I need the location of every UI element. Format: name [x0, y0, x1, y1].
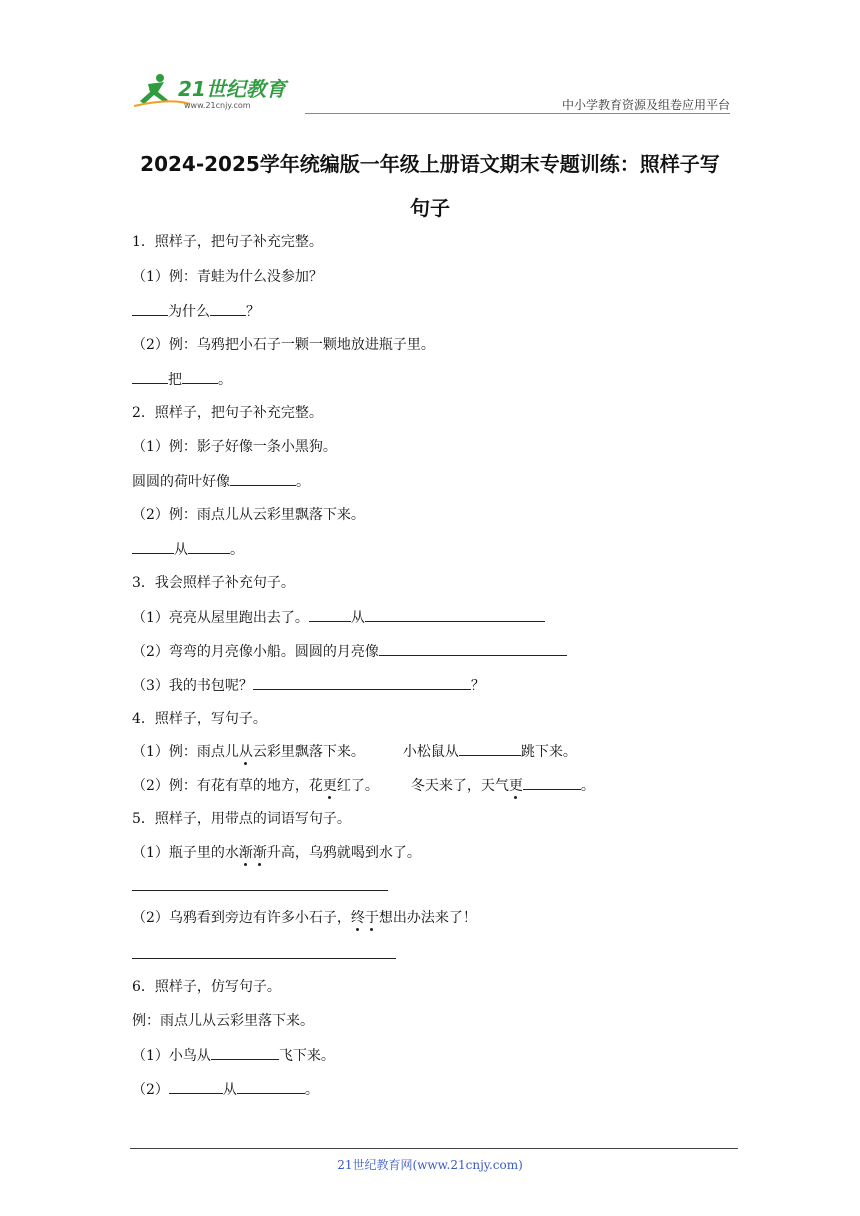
- q5-s1-answer-line[interactable]: [132, 890, 388, 891]
- blank[interactable]: [309, 607, 351, 622]
- q3-s3: [132, 675, 485, 696]
- text: （2）例：有花有草的地方，花: [132, 778, 323, 794]
- text: （3）我的书包呢？: [132, 678, 253, 694]
- q4-prompt: 4．照样子，写句子。: [132, 711, 267, 727]
- q5-s1: [132, 843, 421, 863]
- q1-s1-fill: [132, 301, 260, 322]
- footer-divider: [130, 1148, 738, 1149]
- blank[interactable]: [132, 369, 168, 384]
- footer-text[interactable]: 21世纪教育网(www.21cnjy.com): [337, 1158, 523, 1172]
- logo-text: 21世纪教育: [178, 77, 286, 101]
- text: ？: [470, 678, 485, 694]
- blank[interactable]: [182, 369, 218, 384]
- q6-example: 例：雨点儿从云彩里落下来。: [132, 1013, 314, 1029]
- dotted-char: 渐: [238, 845, 253, 861]
- q1-s2-fill: [132, 369, 232, 390]
- blank[interactable]: [459, 741, 521, 756]
- dotted-char: 渐: [252, 845, 267, 861]
- q2-s1-fill: [132, 471, 310, 492]
- dotted-char: 更: [322, 778, 337, 794]
- q6-s1: [132, 1045, 335, 1066]
- q3-s2: [132, 641, 567, 662]
- text: 想出办法来了！: [378, 910, 477, 926]
- text: 。: [230, 542, 244, 558]
- blank[interactable]: [132, 539, 174, 554]
- text: 红了。: [336, 778, 379, 794]
- blank[interactable]: [169, 1079, 223, 1094]
- text: 。: [304, 1082, 319, 1098]
- blank[interactable]: [379, 641, 567, 656]
- text: 云彩里飘落下来。: [252, 744, 365, 760]
- blank[interactable]: [132, 301, 168, 316]
- q6-s2: [132, 1079, 319, 1100]
- q3-prompt: 3．我会照样子补充句子。: [132, 575, 295, 591]
- text: 小松鼠从: [402, 744, 459, 760]
- q5-s2: [132, 908, 477, 928]
- header-platform-text: 中小学教育资源及组卷应用平台: [561, 98, 730, 112]
- blank[interactable]: [523, 775, 581, 790]
- text: 冬天来了，天气: [410, 778, 509, 794]
- blank[interactable]: [188, 539, 230, 554]
- text: 跳下来。: [520, 744, 577, 760]
- text: 为什么: [168, 304, 210, 320]
- dotted-char: 终: [350, 910, 365, 926]
- page-title-line1: 2024-2025学年统编版一年级上册语文期末专题训练：照样子写: [140, 152, 720, 176]
- q3-s1: [132, 607, 545, 628]
- q1-s2-example: （2）例：乌鸦把小石子一颗一颗地放进瓶子里。: [132, 337, 435, 353]
- header-divider: [305, 113, 730, 114]
- text: 。: [580, 778, 595, 794]
- text: 。: [218, 372, 232, 388]
- q4-s1: [132, 741, 577, 762]
- text: 从: [222, 1082, 237, 1098]
- text: 。: [296, 474, 310, 490]
- logo-subtext: www.21cnjy.com: [184, 101, 251, 110]
- text: 从: [350, 610, 365, 626]
- text: 升高，乌鸦就喝到水了。: [266, 845, 421, 861]
- text: （1）小鸟从: [132, 1048, 211, 1064]
- text: （2）弯弯的月亮像小船。圆圆的月亮像: [132, 644, 379, 660]
- q5-s2-answer-line[interactable]: [132, 958, 396, 959]
- dotted-char: 更: [508, 778, 523, 794]
- dotted-char: 于: [364, 910, 379, 926]
- text: ？: [246, 304, 260, 320]
- blank[interactable]: [237, 1079, 305, 1094]
- q2-s2-example: （2）例：雨点儿从云彩里飘落下来。: [132, 507, 365, 523]
- text: 圆圆的荷叶好像: [132, 474, 230, 490]
- q4-s2: [132, 775, 595, 796]
- blank[interactable]: [253, 675, 471, 690]
- q1-s1-example: （1）例：青蛙为什么没参加？: [132, 269, 323, 285]
- q2-s2-fill: [132, 539, 244, 560]
- text: （1）例：雨点儿: [132, 744, 239, 760]
- logo: [130, 68, 300, 112]
- text: 飞下来。: [278, 1048, 335, 1064]
- q2-prompt: 2．照样子，把句子补充完整。: [132, 405, 323, 421]
- page-title-line2: 句子: [410, 196, 450, 220]
- text: 从: [174, 542, 188, 558]
- q1-prompt: 1．照样子，把句子补充完整。: [132, 234, 323, 250]
- text: （1）亮亮从屋里跑出去了。: [132, 610, 309, 626]
- text: （2）乌鸦看到旁边有许多小石子，: [132, 910, 351, 926]
- blank[interactable]: [211, 1045, 279, 1060]
- q2-s1-example: （1）例：影子好像一条小黑狗。: [132, 439, 337, 455]
- text: （1）瓶子里的水: [132, 845, 239, 861]
- text: （2）: [132, 1082, 169, 1098]
- blank[interactable]: [210, 301, 246, 316]
- q5-prompt: 5．照样子，用带点的词语写句子。: [132, 811, 351, 827]
- page-header: [130, 68, 730, 112]
- blank[interactable]: [230, 471, 296, 486]
- q6-prompt: 6．照样子，仿写句子。: [132, 979, 281, 995]
- text: 把: [168, 372, 182, 388]
- dotted-char: 从: [238, 744, 253, 760]
- blank[interactable]: [365, 607, 545, 622]
